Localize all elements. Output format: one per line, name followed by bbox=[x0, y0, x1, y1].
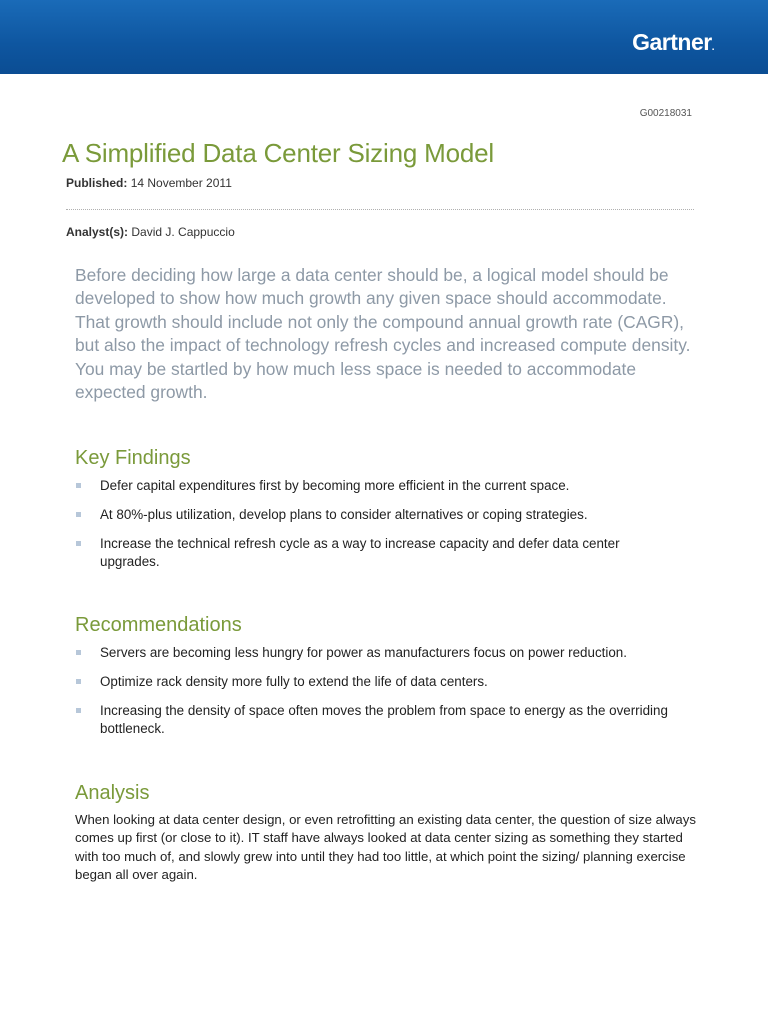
published-date: 14 November 2011 bbox=[130, 176, 232, 190]
recommendations-list bbox=[75, 644, 675, 749]
key-findings-list bbox=[75, 477, 675, 582]
list-item bbox=[75, 477, 675, 495]
list-item-text: Increasing the density of space often moves the problem from space to energy as the overriding bottleneck. bbox=[100, 703, 668, 736]
analyst-line bbox=[66, 225, 235, 239]
list-item bbox=[75, 644, 675, 662]
list-item-text: Increase the technical refresh cycle as a way to increase capacity and defer data center upgrades. bbox=[100, 536, 620, 569]
list-item-text: Defer capital expenditures first by becoming more efficient in the current space. bbox=[100, 478, 570, 493]
list-item-text: Optimize rack density more fully to extend the life of data centers. bbox=[100, 674, 488, 689]
header-banner bbox=[0, 0, 768, 74]
gartner-logo: Gartner. bbox=[632, 29, 714, 55]
published-label: Published: bbox=[66, 176, 128, 190]
key-findings-heading: Key Findings bbox=[75, 447, 191, 469]
list-item bbox=[75, 535, 675, 571]
recommendations-heading: Recommendations bbox=[75, 614, 242, 636]
document-title: A Simplified Data Center Sizing Model bbox=[62, 138, 494, 168]
analysis-heading: Analysis bbox=[75, 782, 150, 804]
bullet-square-icon bbox=[76, 541, 81, 546]
analyst-label: Analyst(s): bbox=[66, 225, 129, 239]
summary-paragraph: Before deciding how large a data center should be, a logical model should be developed to show how much growth any given space should accommodate. That growth should include not only the compound annual growth rate (CAGR), but also the impact of technology refresh cycles and increased compute density. You may be startled by how much less space is needed to accommodate expected growth. bbox=[75, 265, 691, 403]
list-item bbox=[75, 673, 675, 691]
list-item-text: At 80%-plus utilization, develop plans to consider alternatives or coping strategies. bbox=[100, 507, 588, 522]
bullet-square-icon bbox=[76, 650, 81, 655]
analysis-paragraph: When looking at data center design, or even retrofitting an existing data center, the question of size always comes up first (or close to it). IT staff have always looked at data center sizing as something they started with too much of, and slowly grew into until they had too little, at which point the sizing/ planning exercise began all over again. bbox=[75, 812, 696, 883]
bullet-square-icon bbox=[76, 679, 81, 684]
list-item bbox=[75, 506, 675, 524]
bullet-square-icon bbox=[76, 708, 81, 713]
dotted-divider bbox=[66, 209, 694, 210]
analyst-name: David J. Cappuccio bbox=[131, 225, 235, 239]
published-line bbox=[66, 176, 232, 190]
bullet-square-icon bbox=[76, 512, 81, 517]
bullet-square-icon bbox=[76, 483, 81, 488]
list-item bbox=[75, 702, 675, 738]
document-id: G00218031 bbox=[639, 108, 692, 119]
list-item-text: Servers are becoming less hungry for power as manufacturers focus on power reduction. bbox=[100, 645, 627, 660]
